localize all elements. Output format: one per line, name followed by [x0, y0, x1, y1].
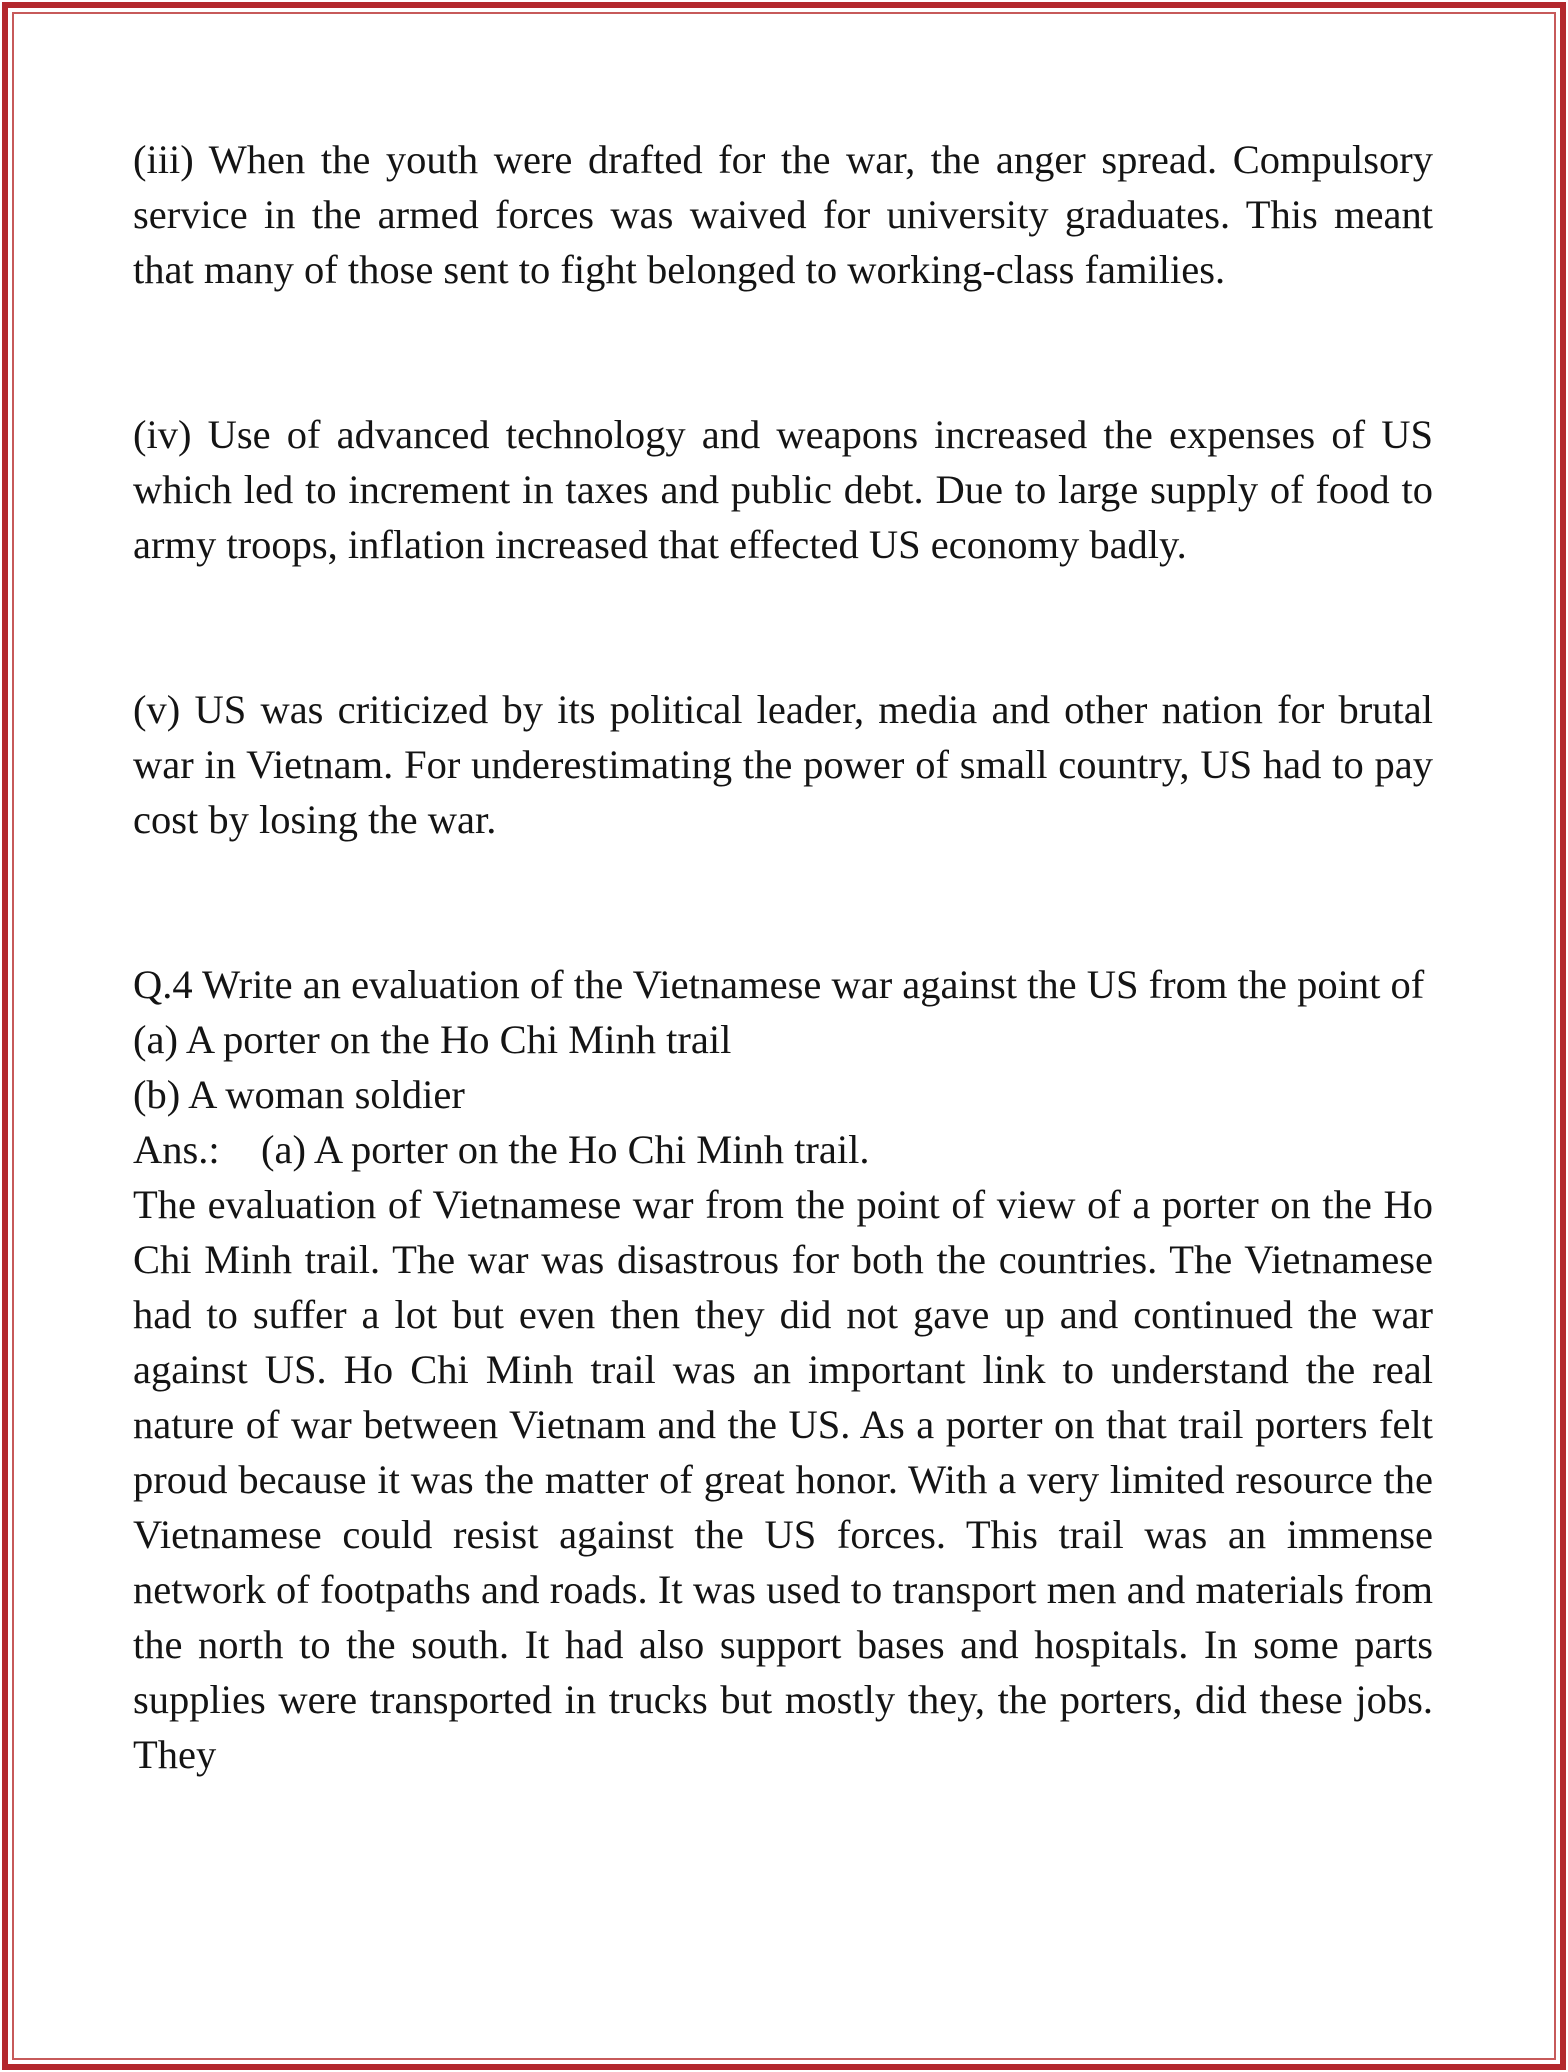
- spacer: [133, 297, 1433, 407]
- answer-heading-line: [133, 1122, 1433, 1177]
- spacer: [133, 572, 1433, 682]
- document-body: [133, 132, 1433, 1782]
- spacer: [133, 847, 1433, 957]
- question-4: Q.4 Write an evaluation of the Vietnamese war against the US from the point of: [133, 962, 1425, 1007]
- paragraph-iii: (iii) When the youth were drafted for the war, the anger spread. Compulsory service in the armed forces was waived for university graduates. This meant that many of those sent to fight belonged to working-class families.: [133, 137, 1433, 292]
- question-option-b: (b) A woman soldier: [133, 1072, 465, 1117]
- paragraph-v: (v) US was criticized by its political leader, media and other nation for brutal war in Vietnam. For underestimating the power of small country, US had to pay cost by losing the war.: [133, 687, 1433, 842]
- answer-body: The evaluation of Vietnamese war from the point of view of a porter on the Ho Chi Minh trail. The war was disastrous for both the countries. The Vietnamese had to suffer a lot but even then they did not gave up and continued the war against US. Ho Chi Minh trail was an important link to understand the real nature of war between Vietnam and the US. As a porter on that trail porters felt proud because it was the matter of great honor. With a very limited resource the Vietnamese could resist against the US forces. This trail was an immense network of footpaths and roads. It was used to transport men and materials from the north to the south. It had also support bases and hospitals. In some parts supplies were transported in trucks but mostly they, the porters, did these jobs. They: [133, 1182, 1433, 1777]
- question-option-a: (a) A porter on the Ho Chi Minh trail: [133, 1017, 732, 1062]
- answer-label: Ans.:: [133, 1127, 220, 1172]
- answer-heading: (a) A porter on the Ho Chi Minh trail.: [261, 1127, 870, 1172]
- paragraph-iv: (iv) Use of advanced technology and weapons increased the expenses of US which led to increment in taxes and public debt. Due to large supply of food to army troops, inflation increased that effected US economy badly.: [133, 412, 1433, 567]
